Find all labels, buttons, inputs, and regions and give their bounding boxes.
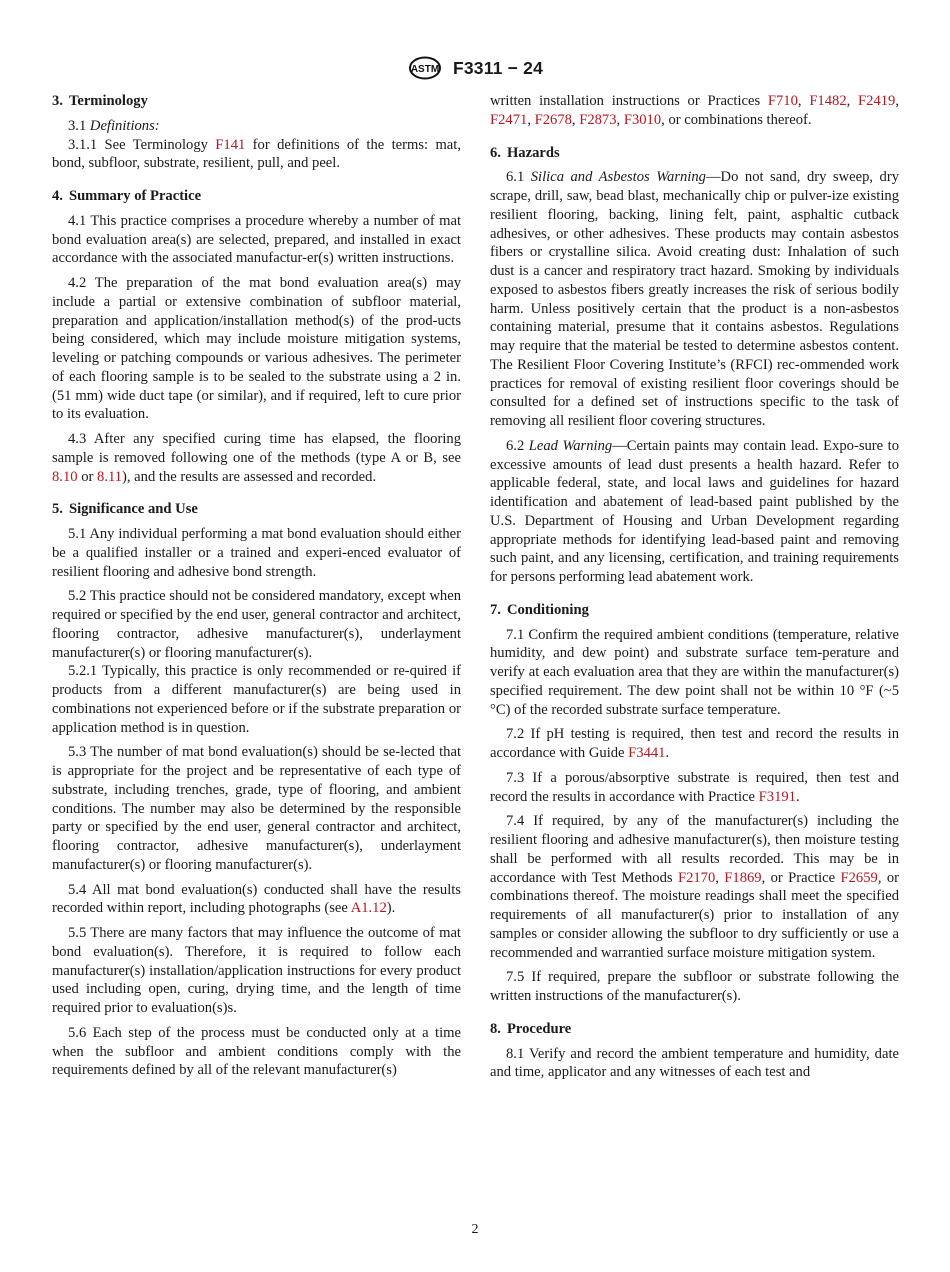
section-8: [490, 1020, 899, 1082]
ref-link-f3191[interactable]: F3191: [758, 788, 796, 805]
section-heading: 6. Hazards: [490, 144, 560, 161]
section-heading: 4. Summary of Practice: [52, 188, 202, 204]
ref-link-f3010[interactable]: F3010: [623, 111, 662, 128]
section-3: [52, 92, 461, 173]
standard-designation: F3311 − 24: [452, 57, 544, 78]
paragraph-5-5: 5.5 There are many factors that may influence the outcome of mat bond evaluation(s). Therefore, it is required to follow each manufacturer(s) installation/application instructions for every product used including open, curing, drying time, and the length of time required prior to evaluation(s)s.: [52, 925, 461, 1016]
paragraph-8-1: 8.1 Verify and record the ambient temperature and humidity, date and time, applicator and any witnesses of each test and: [490, 1045, 899, 1081]
section-heading: 3. Terminology: [52, 93, 148, 109]
astm-logo-icon: [407, 56, 443, 80]
ref-link-f2873[interactable]: F2873: [579, 111, 617, 128]
left-column: [52, 92, 461, 1086]
section-6: [490, 144, 899, 587]
paragraph-5-3: 5.3 The number of mat bond evaluation(s) should be se-lected that is appropriate for the project and be representative of each type of substrate, including trenches, grade, type of flooring, and ambient conditions. The number may also be determined by the responsible party or specified by the end user, general contractor and architect, flooring contractor, adhesive manufacturer(s), underlayment manufacturer(s) or flooring manufacturer(s).: [52, 744, 461, 873]
ref-link-f2659[interactable]: F2659: [840, 869, 878, 886]
paragraph-4-3: 4.3 After any specified curing time has elapsed, the flooring sample is removed following one of the methods (type A or B, see 8.10 or 8.11), and the results are assessed and recorded.: [52, 431, 461, 485]
ref-link-8-10[interactable]: 8.10: [52, 468, 78, 485]
paragraph-7-2: 7.2 If pH testing is required, then test and record the results in accordance with Guide F3441.: [490, 726, 899, 761]
ref-link-a1-12[interactable]: A1.12: [350, 900, 387, 917]
paragraph-5-4: 5.4 All mat bond evaluation(s) conducted shall have the results recorded within report, including photographs (see A1.12).: [52, 881, 461, 917]
ref-link-f2678[interactable]: F2678: [534, 111, 572, 128]
paragraph-7-3: 7.3 If a porous/absorptive substrate is required, then test and record the results in accordance with Practice F3191.: [490, 769, 899, 805]
paragraph-5-6: 5.6 Each step of the process must be conducted only at a time when the subfloor and ambient conditions comply with the requirements defined by all of the relevant manufacturer(s): [52, 1024, 461, 1079]
paragraph-7-1: 7.1 Confirm the required ambient conditions (temperature, relative humidity, and dew point) and substrate surface tem-perature and verify at each evaluation area that they are within the manufacturer(s) specified requirement. The dew point shall not be within 10 °F (~5 °C) of the recorded substrate surface temperature.: [490, 626, 899, 718]
paragraph-3-1: 3.1 Definitions:: [68, 117, 160, 134]
section-heading: 5. Significance and Use: [52, 501, 198, 518]
paragraph-5-2-1: 5.2.1 Typically, this practice is only recommended or re-quired if products from a different manufacturer(s) are being used in combinations not experienced before or if the substrate preparation or application method is in question.: [52, 663, 461, 736]
paragraph-5-6-continued: written installation instructions or Practices F710, F1482, F2419, F2471, F2678, F2873, F3010, or combinations thereof.: [490, 93, 899, 128]
ref-link-f2170[interactable]: F2170: [677, 869, 716, 886]
page-header: [0, 56, 950, 82]
section-5: [52, 500, 461, 1080]
paragraph-4-1: 4.1 This practice comprises a procedure whereby a number of mat bond evaluation area(s) are selected, prepared, and installed in exact accordance with the associated manufactur-er(s) written instructions.: [52, 212, 461, 267]
ref-link-f3441[interactable]: F3441: [628, 745, 666, 761]
paragraph-5-2: 5.2 This practice should not be considered mandatory, except when required or specified by the end user, general contractor and architect, flooring contractor, adhesive manufacturer(s), underlayment manufacturer(s) or flooring manufacturer(s).: [52, 588, 461, 661]
page-number: 2: [471, 1222, 479, 1237]
ref-link-f710[interactable]: F710: [767, 93, 798, 109]
ref-link-f1482[interactable]: F1482: [809, 93, 847, 109]
section-heading: 8. Procedure: [490, 1020, 572, 1037]
ref-link-8-11[interactable]: 8.11: [97, 468, 123, 485]
ref-link-f1869[interactable]: F1869: [724, 869, 762, 886]
paragraph-6-1: 6.1 Silica and Asbestos Warning—Do not sand, dry sweep, dry scrape, drill, saw, bead blast, mechanically chip or pulver-ize existing resilient flooring, backing, lining felt, paint, asphaltic cutback adhesives, or other adhesives. These products may contain asbestos fibers or crystalline silica. Avoid creating dust: Inhalation of such dust is a cancer and respiratory tract hazard. Smoking by individuals exposed to asbestos fibers greatly increases the risk of serious bodily harm. Unless positively certain that the product is a non-asbestos containing material, presume that it contains asbestos. Regulations may require that the material be tested to determine asbestos content. The Resilient Floor Covering Institute’s (RFCI) rec-ommended work practices for removal of existing resilient floor coverings should be consulted for a defined set of instructions specific to the task of removing all resilient floor covering structures.: [490, 169, 899, 429]
svg-text:ASTM: ASTM: [410, 64, 440, 75]
section-4: [52, 187, 461, 486]
ref-link-f141[interactable]: F141: [215, 136, 246, 153]
right-column: [490, 92, 899, 1088]
paragraph-5-1: 5.1 Any individual performing a mat bond evaluation should either be a qualified installer or a trained and experi-enced evaluator of resilient flooring and adhesive bond strength.: [52, 526, 461, 580]
section-heading: 7. Conditioning: [490, 601, 589, 618]
section-7: [490, 601, 899, 1006]
paragraph-3-1-1: 3.1.1 See Terminology F141 for definitions of the terms: mat, bond, subfloor, substrate, resilient, pull, and peel.: [52, 136, 461, 172]
ref-link-f2419[interactable]: F2419: [858, 93, 896, 109]
paragraph-7-5: 7.5 If required, prepare the subfloor or substrate following the written instructions of the manufacturer(s).: [490, 969, 899, 1004]
paragraph-6-2: 6.2 Lead Warning—Certain paints may contain lead. Expo-sure to excessive amounts of lead dust presents a health hazard. Refer to applicable federal, state, and local laws and guidelines for hazard identification and abatement of lead-based paint published by the U.S. Department of Housing and Urban Development regarding appropriate methods for identifying lead-based paint and removing such paint, and any licensing, certification, and training requirements for persons performing lead abatement work.: [490, 437, 899, 585]
paragraph-7-4: 7.4 If required, by any of the manufacturer(s) including the resilient flooring and adhesive manufacturer(s), then moisture testing shall be performed with all results recorded. This may be in accordance with Test Methods F2170, F1869, or Practice F2659, or combinations thereof. The moisture readings shall meet the specified requirements of all manufacturer(s) prior to installation of any samples or consider allowing the subfloor to dry sufficiently or use a recommended and warrantied surface moisture mitigation system.: [490, 813, 899, 961]
ref-link-f2471[interactable]: F2471: [490, 111, 528, 128]
paragraph-4-2: 4.2 The preparation of the mat bond evaluation area(s) may include a partial or extensive combination of subfloor material, preparation and application/installation method(s) of the prod-ucts being considered, which may include moisture mitigation systems, leveling or patching compounds or various adhesives. The perimeter of each flooring sample is to be sealed to the substrate using a 2 in. (51 mm) wide duct tape (or similar), and if required, left to cure prior to its evaluation.: [52, 275, 461, 423]
